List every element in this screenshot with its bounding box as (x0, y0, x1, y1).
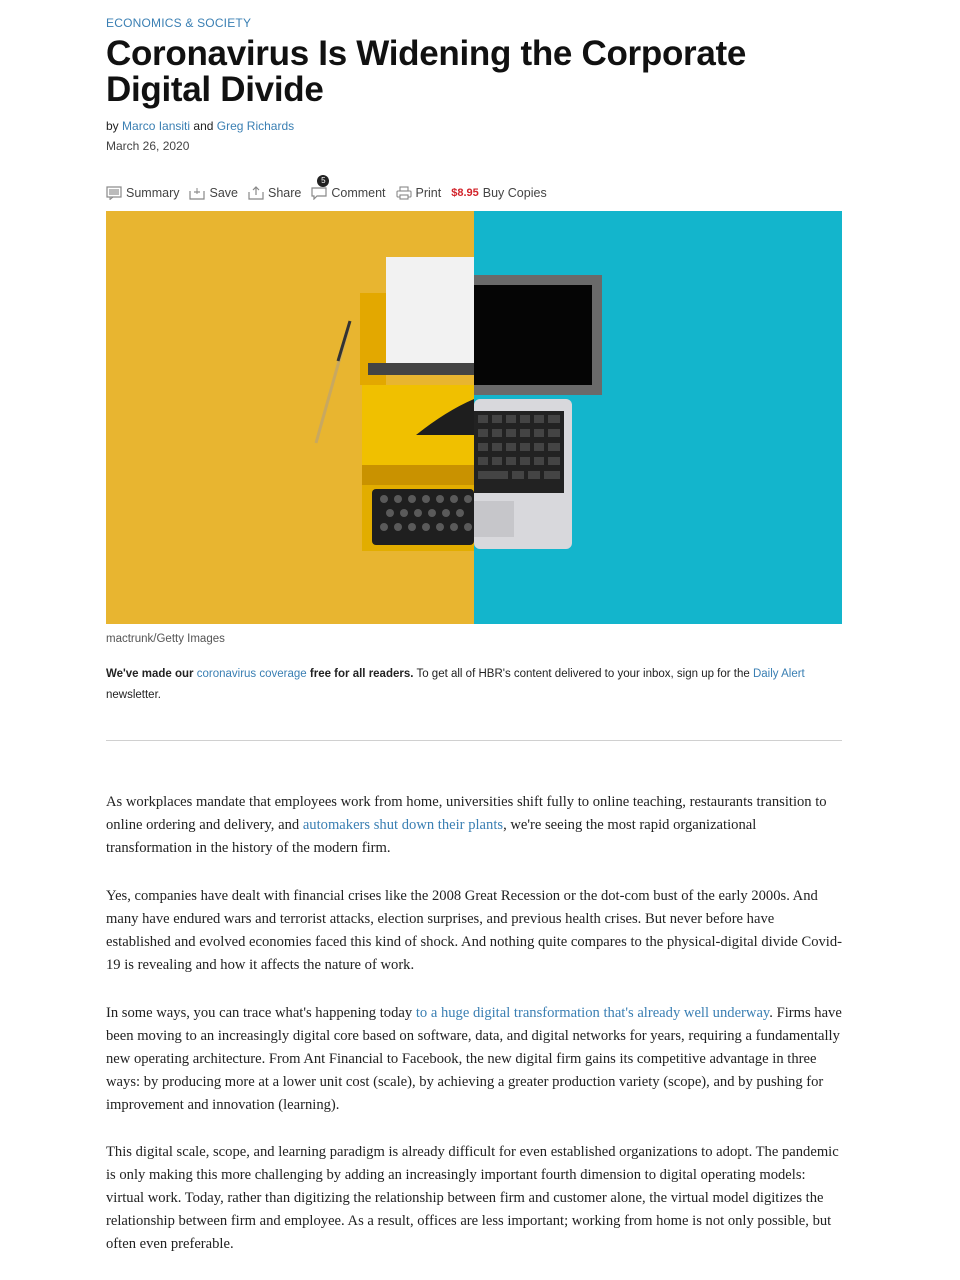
byline (106, 119, 294, 133)
author-link-2[interactable]: Greg Richards (216, 119, 295, 133)
summary-button[interactable] (106, 186, 179, 200)
price-label: $8.95 (451, 187, 479, 199)
share-label: Share (267, 186, 302, 200)
automakers-link[interactable]: automakers shut down their plants (302, 817, 504, 833)
comment-button[interactable] (311, 176, 386, 200)
paragraph-3 (106, 1002, 842, 1117)
notice-end: newsletter. (106, 689, 161, 701)
notice-middle: To get all of HBR's content delivered to your inbox, sign up for the (416, 668, 750, 680)
p3-text-a: In some ways, you can trace what's happening today (106, 1005, 416, 1021)
p1-text-b: , we're seeing the most rapid organizational transformation in the history of the modern firm. (106, 817, 757, 856)
author-link-1[interactable]: Marco Iansiti (122, 119, 191, 133)
paragraph-4: This digital scale, scope, and learning paradigm is already difficult for even established organizations to adopt. The pandemic is only making this more challenging by adding an increasingly important fourth dimension to digital operating models: virtual work. Today, rather than digitizing the relationship between firm and customer alone, the virtual model digitizes the relationship between firm and employee. As a result, offices are less important; working from home is not only possible, but often even preferable. (106, 1144, 839, 1252)
topic-link[interactable]: ECONOMICS & SOCIETY (106, 16, 252, 30)
save-label: Save (209, 186, 238, 200)
typewriter-laptop-illustration (106, 211, 842, 624)
summary-icon (106, 186, 122, 200)
daily-alert-link[interactable]: Daily Alert (752, 668, 805, 680)
save-icon (189, 186, 205, 200)
share-button[interactable] (248, 186, 301, 200)
summary-label: Summary (126, 186, 180, 200)
p1-text-a: As workplaces mandate that employees work from home, universities shift fully to online teaching, restaurants transition to online ordering and delivery, and (106, 794, 827, 833)
article-toolbar (106, 176, 547, 200)
publish-date: March 26, 2020 (106, 139, 190, 153)
notice-bold-end: free for all readers. (309, 668, 414, 680)
free-access-notice (106, 664, 836, 706)
print-button[interactable] (396, 186, 442, 200)
byline-prefix: by (106, 119, 119, 133)
notice-bold-start: We've made our (106, 668, 194, 680)
p3-text-b: . Firms have been moving to an increasingly digital core based on software, data, and digital networks for years, requiring a fundamentally new operating architecture. From Ant Financial to Facebook, the new digital firm gains its competitive advantage in three ways: by producing more at a lower unit cost (scale), by achieving a greater production variety (scope), and by pushing for improvement and innovation (learning). (106, 1005, 842, 1113)
image-credit: mactrunk/Getty Images (106, 633, 225, 645)
digital-transformation-link[interactable]: to a huge digital transformation that's already well underway (415, 1005, 770, 1021)
byline-and: and (193, 119, 214, 133)
comment-count-badge: 5 (317, 175, 329, 187)
paragraph-1 (106, 791, 842, 860)
section-divider (106, 740, 842, 741)
buy-copies-label: Buy Copies (482, 186, 547, 200)
hero-image (106, 211, 842, 624)
print-label: Print (415, 186, 442, 200)
coronavirus-coverage-link[interactable]: coronavirus coverage (196, 668, 307, 680)
comment-label: Comment (331, 186, 386, 200)
article-title: Coronavirus Is Widening the Corporate Digital Divide (106, 34, 747, 109)
print-icon (396, 186, 412, 200)
share-icon (248, 186, 264, 200)
paragraph-2: Yes, companies have dealt with financial crises like the 2008 Great Recession or the dot-com bust of the early 2000s. And many have endured wars and terrorist attacks, election surprises, and previous health crises. But never before have established and evolved economies faced this kind of shock. And nothing quite compares to the physical-digital divide Covid-19 is revealing and how it affects the nature of work. (106, 888, 843, 973)
buy-copies-button[interactable] (451, 186, 546, 200)
save-button[interactable] (189, 186, 238, 200)
comment-icon (311, 186, 327, 200)
